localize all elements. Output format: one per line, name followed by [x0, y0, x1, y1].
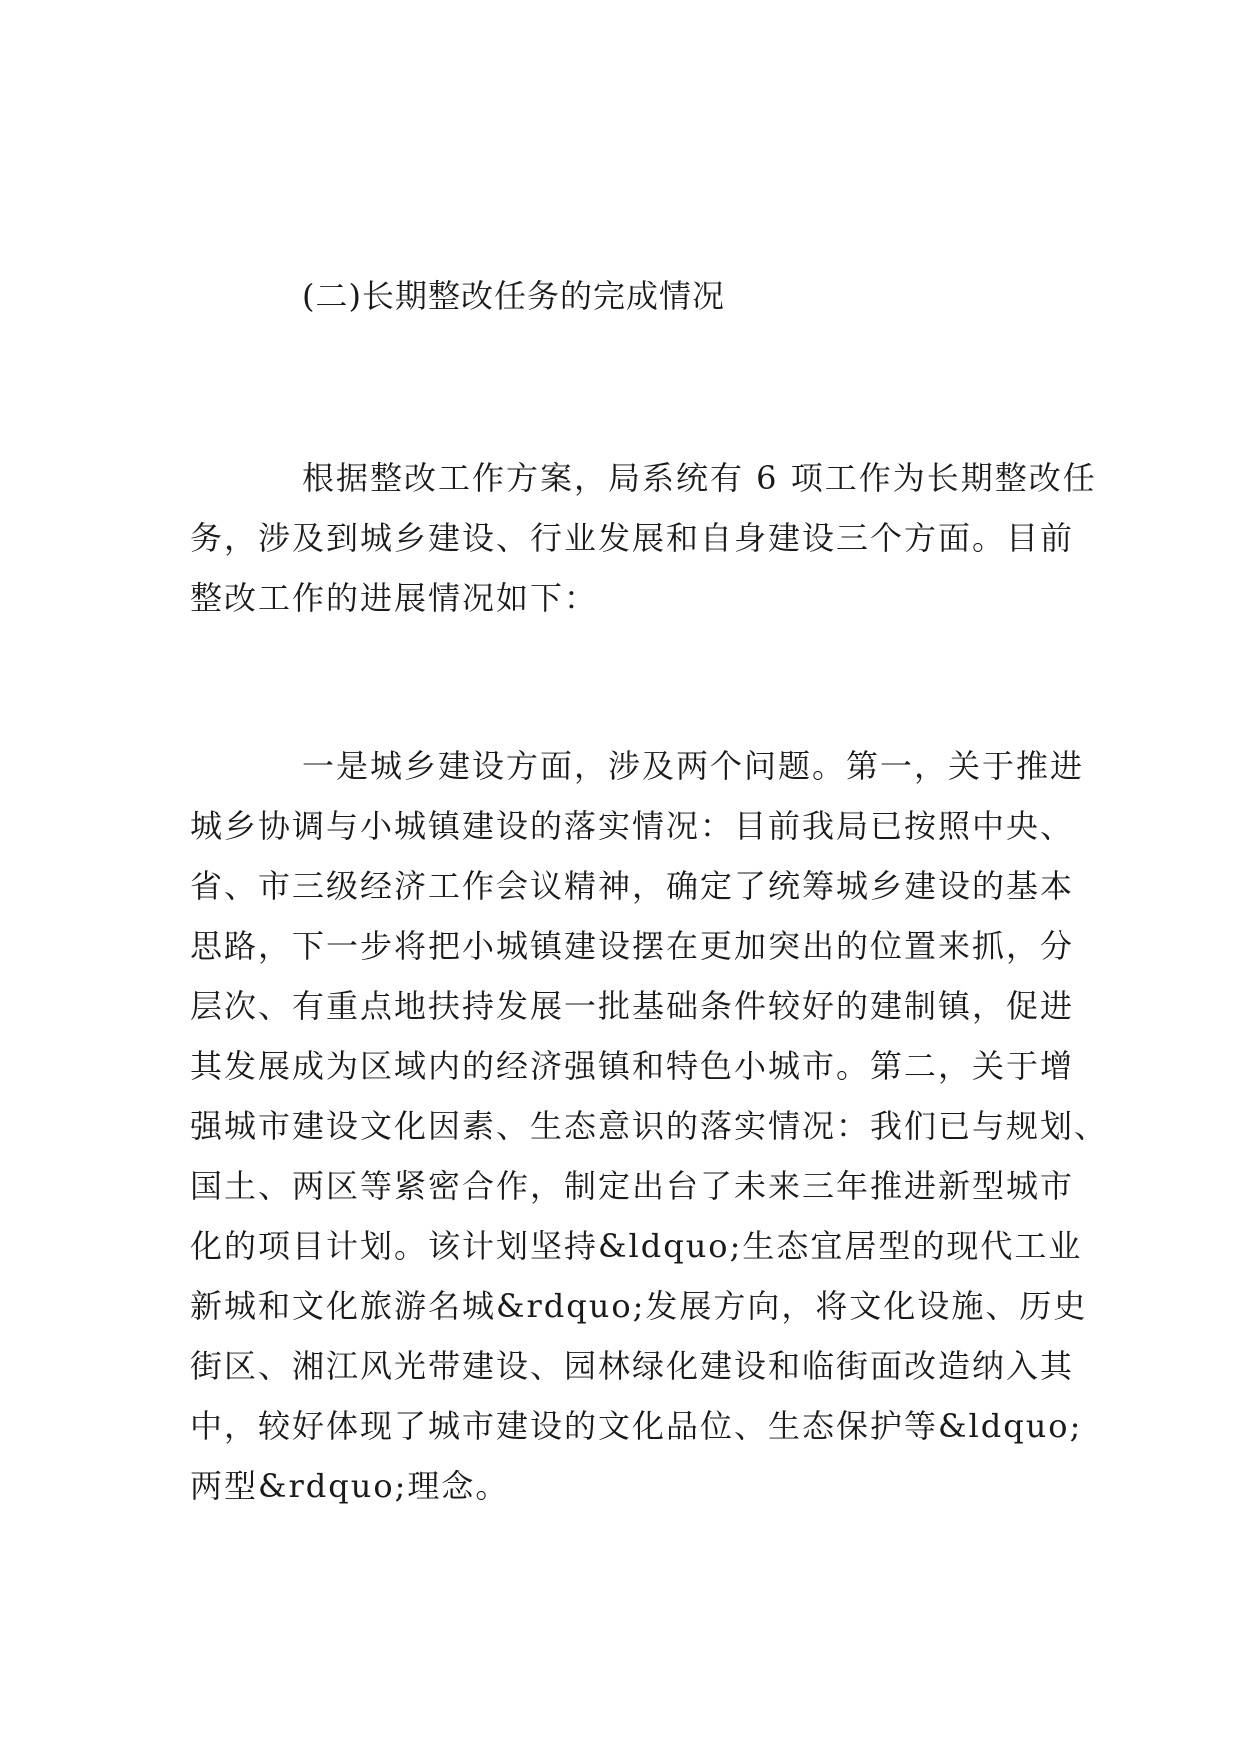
- paragraph-overview: [190, 448, 1097, 628]
- paragraph-line: 根据整改工作方案，局系统有 6 项工作为长期整改任: [302, 459, 1097, 497]
- paragraph-line: 化的项目计划。该计划坚持&ldquo;生态宜居型的现代工业: [190, 1227, 1083, 1265]
- paragraph-line: 国土、两区等紧密合作，制定出台了未来三年推进新型城市: [190, 1167, 1075, 1205]
- paragraph-line: 务，涉及到城乡建设、行业发展和自身建设三个方面。目前: [190, 519, 1075, 557]
- section-heading: (二)长期整改任务的完成情况: [302, 277, 725, 315]
- paragraph-line: 城乡协调与小城镇建设的落实情况：目前我局已按照中央、: [190, 807, 1075, 845]
- paragraph-line: 其发展成为区域内的经济强镇和特色小城市。第二，关于增: [190, 1047, 1075, 1085]
- paragraph-line: 一是城乡建设方面，涉及两个问题。第一，关于推进: [302, 747, 1085, 785]
- paragraph-line: 思路，下一步将把小城镇建设摆在更加突出的位置来抓，分: [190, 927, 1075, 965]
- paragraph-line: 省、市三级经济工作会议精神，确定了统筹城乡建设的基本: [190, 867, 1075, 905]
- paragraph-line: 中，较好体现了城市建设的文化品位、生态保护等&ldquo;: [190, 1407, 1083, 1445]
- paragraph-line: 两型&rdquo;理念。: [190, 1467, 510, 1505]
- paragraph-line: 新城和文化旅游名城&rdquo;发展方向，将文化设施、历史: [190, 1287, 1088, 1325]
- paragraph-line: 层次、有重点地扶持发展一批基础条件较好的建制镇，促进: [190, 987, 1075, 1025]
- paragraph-line: 整改工作的进展情况如下：: [190, 579, 599, 617]
- paragraph-urban-rural-construction: [190, 736, 1109, 1516]
- paragraph-line: 街区、湘江风光带建设、园林绿化建设和临街面改造纳入其: [190, 1347, 1075, 1385]
- paragraph-line: 强城市建设文化因素、生态意识的落实情况：我们已与规划、: [190, 1107, 1109, 1145]
